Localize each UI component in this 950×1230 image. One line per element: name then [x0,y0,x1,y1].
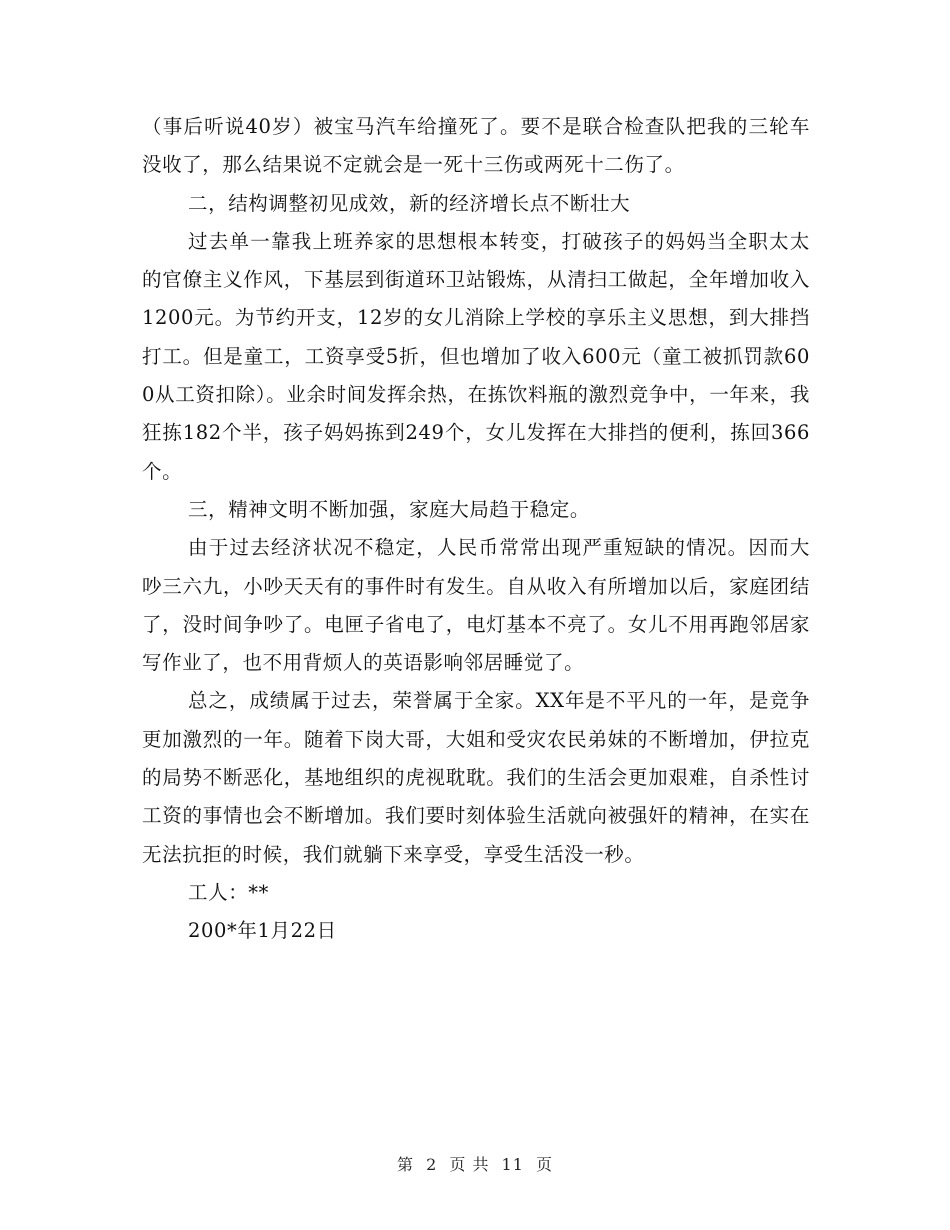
footer-prefix: 第 [396,1155,414,1174]
footer-suffix: 页 [536,1155,554,1174]
document-body [142,108,810,951]
paragraph-income: 过去单一靠我上班养家的思想根本转变，打破孩子的妈妈当全职太太的官僚主义作风，下基层到街道环卫站锻炼，从清扫工做起，全年增加收入1200元。为节约开支，12岁的女儿消除上学校的享乐主义思想，到大排挡打工。但是童工，工资享受5折，但也增加了收入600元（童工被抓罚款600从工资扣除）。业余时间发挥余热，在拣饮料瓶的激烈竞争中，一年来，我狂拣182个半，孩子妈妈拣到249个，女儿发挥在大排挡的便利，拣回366个。 [142,229,810,483]
section-heading-3: 三，精神文明不断加强，家庭大局趋于稳定。 [188,497,591,521]
page-footer [0,1152,950,1175]
footer-total-pages: 11 [501,1155,524,1174]
footer-middle: 页 共 [449,1155,490,1174]
footer-page-number: 2 [426,1155,438,1174]
section-heading-2: 二，结构调整初见成效，新的经济增长点不断壮大 [188,191,631,215]
paragraph-family: 由于过去经济状况不稳定，人民币常常出现严重短缺的情况。因而大吵三六九，小吵天天有的事件时有发生。自从收入有所增加以后，家庭团结了，没时间争吵了。电匣子省电了，电灯基本不亮了。女儿不用再跑邻居家写作业了，也不用背烦人的英语影响邻居睡觉了。 [142,536,810,675]
paragraph-summary: 总之，成绩属于过去，荣誉属于全家。XX年是不平凡的一年，是竞争更加激烈的一年。随着下岗大哥，大姐和受灾农民弟妹的不断增加，伊拉克的局势不断恶化，基地组织的虎视耽耽。我们的生活会更加艰难，自杀性讨工资的事情也会不断增加。我们要时刻体验生活就向被强奸的精神，在实在无法抗拒的时候，我们就躺下来享受，享受生活没一秒。 [142,689,810,866]
date-line: 200*年1月22日 [188,919,337,943]
paragraph-continuation: （事后听说40岁）被宝马汽车给撞死了。要不是联合检查队把我的三轮车没收了，那么结果说不定就会是一死十三伤或两死十二伤了。 [142,115,810,177]
signature-line: 工人：** [188,880,269,904]
